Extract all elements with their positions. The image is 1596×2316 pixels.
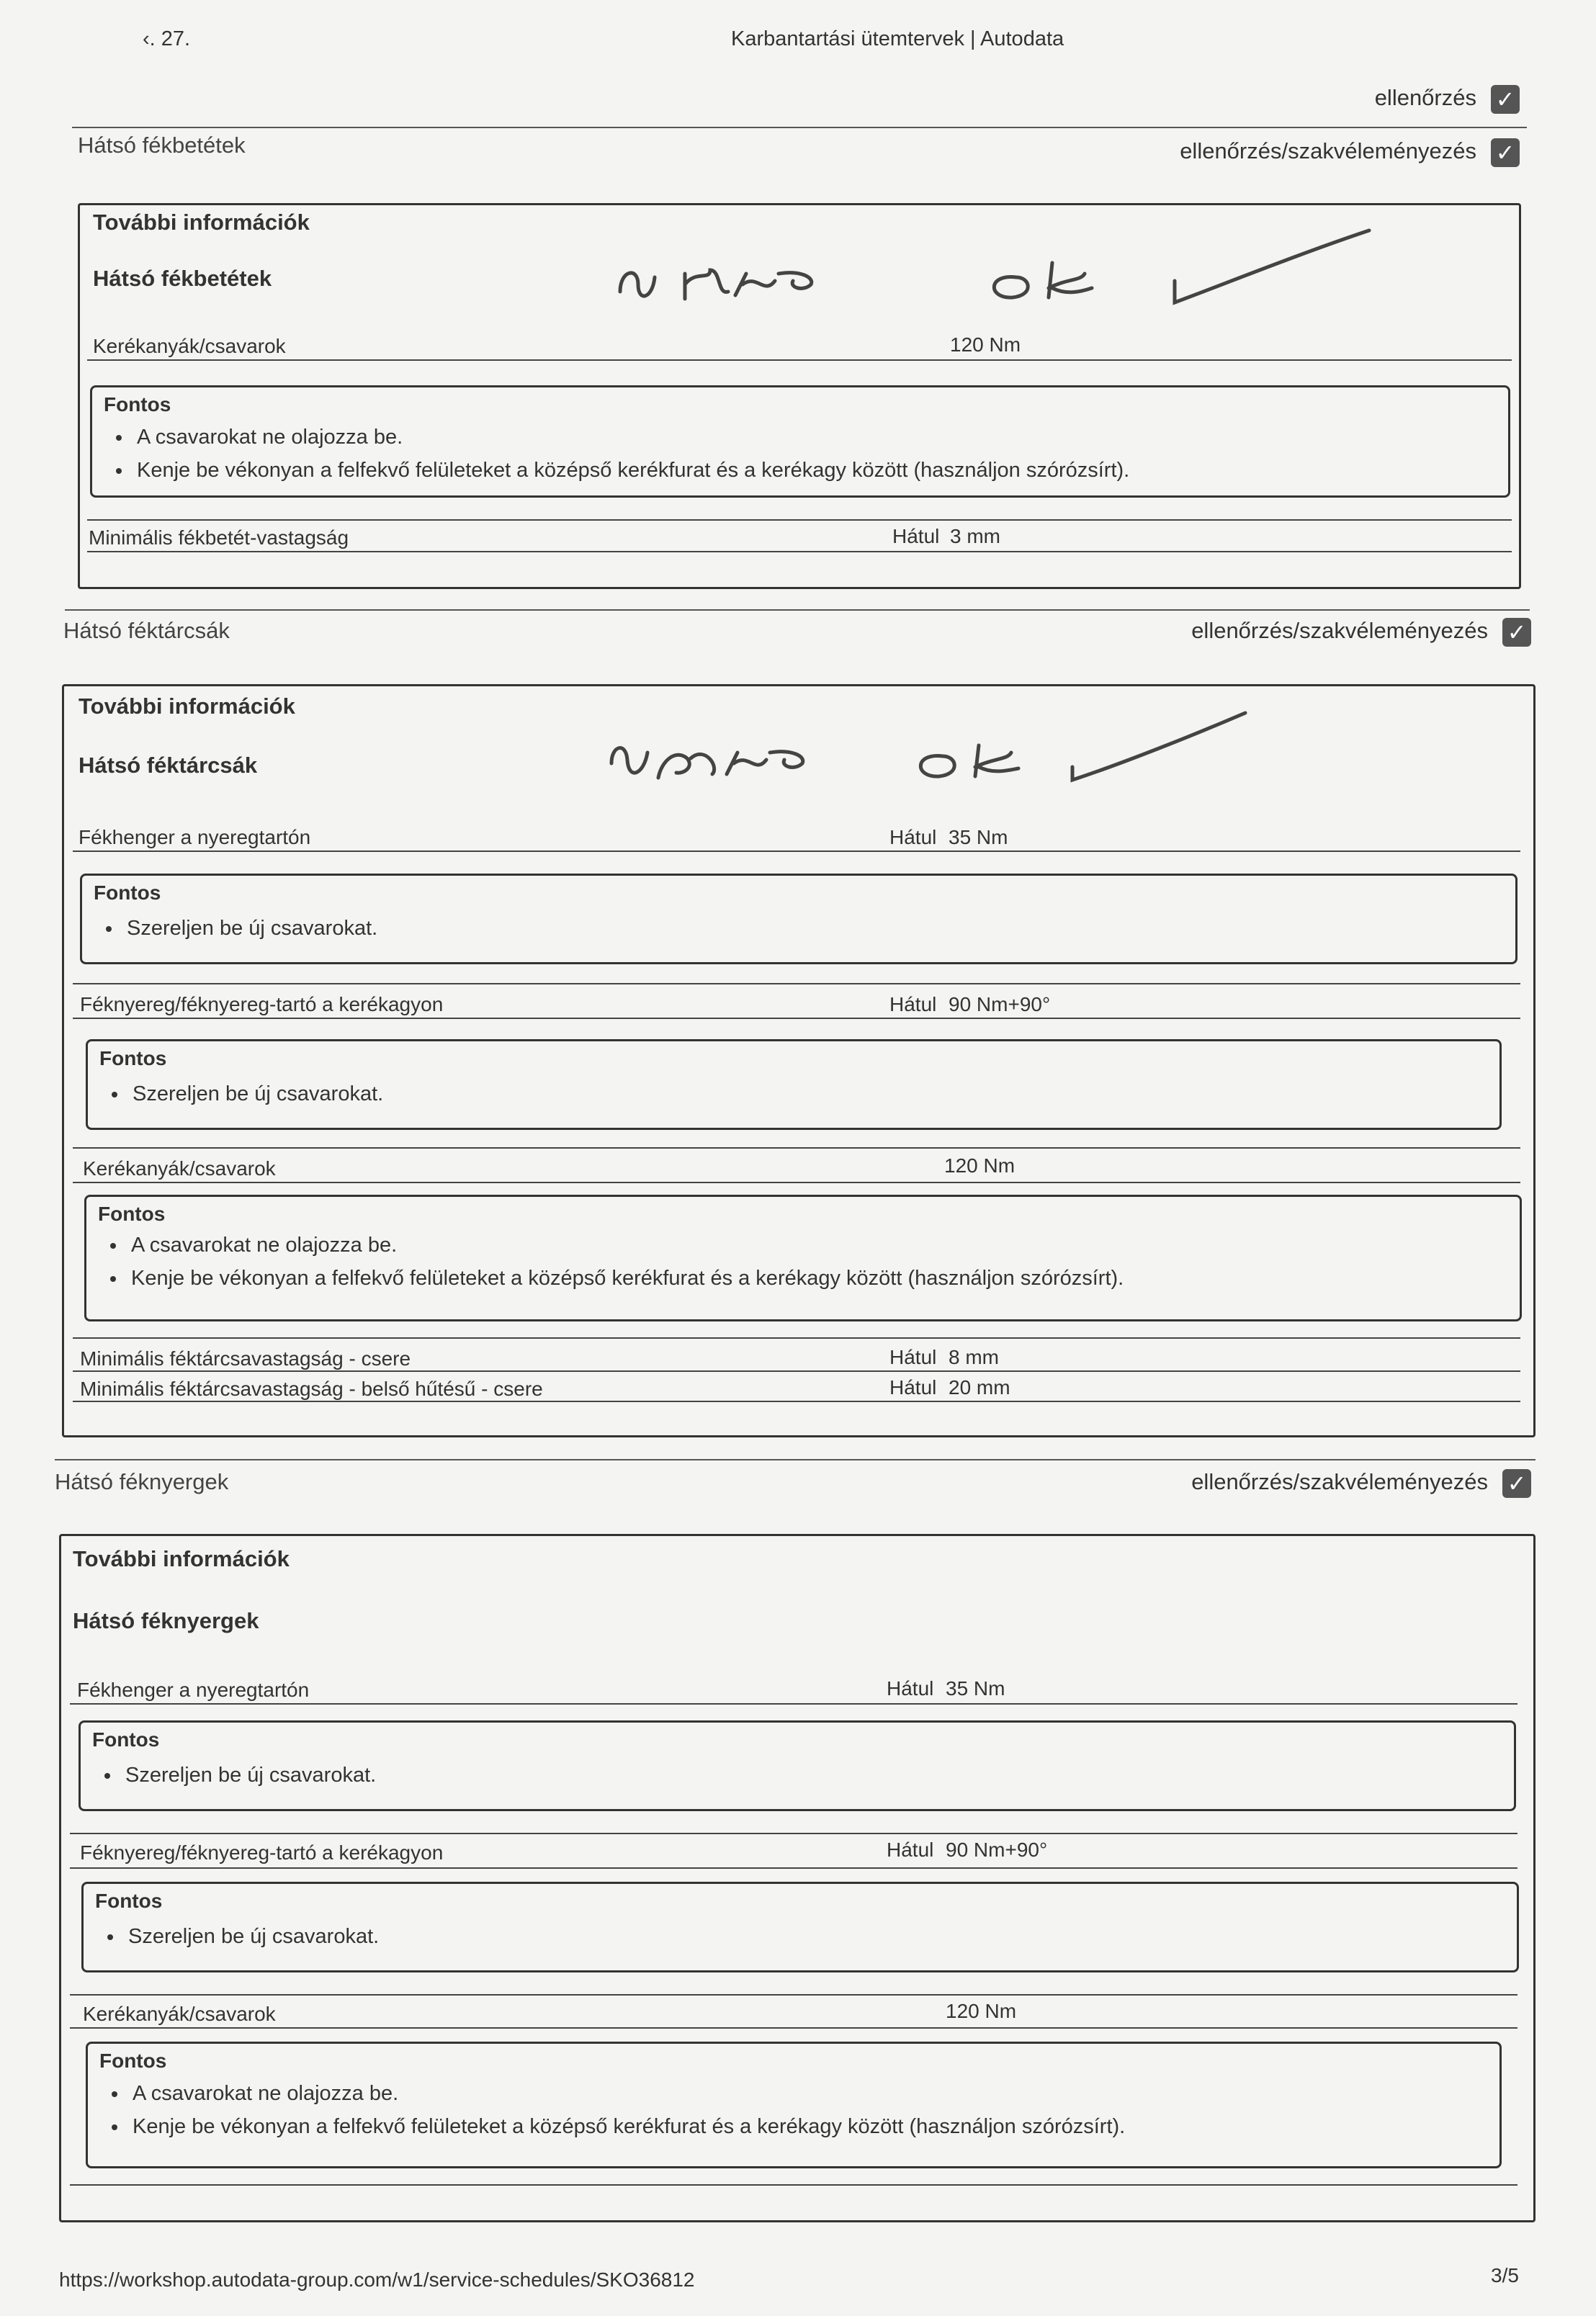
spec-label: Kerékanyák/csavarok <box>83 1157 276 1180</box>
spec-label: Kerékanyák/csavarok <box>93 335 286 357</box>
important-title: Fontos <box>95 1890 163 1912</box>
important-title: Fontos <box>99 1047 167 1069</box>
spec-position: Hátul <box>889 1376 937 1399</box>
checkbox-checked-icon: ✓ <box>1491 85 1520 114</box>
spec-value: 35 Nm <box>946 1677 1005 1700</box>
important-note-box <box>90 385 1510 498</box>
row-underline <box>70 1703 1517 1705</box>
page-title: Karbantartási ütemtervek | Autodata <box>731 27 1064 50</box>
check-review-status <box>1180 138 1520 167</box>
spec-label: Minimális fékbetét-vastagság <box>89 526 349 549</box>
section-title-rear-brake-pads: Hátsó fékbetétek <box>78 133 246 158</box>
section-title-rear-brake-calipers: Hátsó féknyergek <box>55 1469 229 1494</box>
spec-value: 20 mm <box>949 1376 1010 1399</box>
important-note-box <box>86 1039 1502 1130</box>
row-underline <box>73 850 1520 852</box>
spec-position: Hátul <box>889 993 937 1015</box>
row-underline <box>73 1337 1520 1339</box>
note-item: • Szereljen be új csavarokat. <box>128 1077 383 1110</box>
row-underline <box>70 2184 1517 2186</box>
checkbox-checked-icon: ✓ <box>1502 618 1531 647</box>
check-review-label: ellenőrzés/szakvéleményezés <box>1191 618 1488 644</box>
spec-label: Fékhenger a nyeregtartón <box>79 826 311 848</box>
note-item: • Szereljen be új csavarokat. <box>122 912 377 945</box>
row-underline <box>73 983 1520 984</box>
spec-value: 8 mm <box>949 1346 999 1368</box>
divider <box>72 127 1527 128</box>
note-item: • Kenje be vékonyan a felfekvő felületeket a középső kerékfurat és a kerékagy között (használjon szórózsírt). <box>128 2110 1125 2143</box>
spec-value: 90 Nm+90° <box>949 993 1051 1015</box>
page-number: ‹. 27. <box>143 27 191 50</box>
row-underline <box>70 1994 1517 1996</box>
more-info-box <box>59 1534 1536 2222</box>
more-info-box <box>62 684 1536 1437</box>
check-review-label: ellenőrzés/szakvéleményezés <box>1191 1469 1488 1495</box>
checkbox-checked-icon: ✓ <box>1491 138 1520 167</box>
spec-value: 3 mm <box>950 525 1000 547</box>
footer-url: https://workshop.autodata-group.com/w1/service-schedules/SKO36812 <box>59 2268 695 2291</box>
spec-label: Minimális féktárcsavastagság - belső hűtésű - csere <box>80 1378 543 1400</box>
important-title: Fontos <box>104 393 171 416</box>
more-info-title: További információk <box>93 210 310 235</box>
row-underline <box>73 1147 1520 1149</box>
row-underline <box>87 551 1512 552</box>
note-item: • Szereljen be új csavarokat. <box>124 1920 379 1953</box>
check-label: ellenőrzés <box>1374 85 1476 111</box>
check-status <box>1375 85 1520 114</box>
subsection-title: Hátsó fékbetétek <box>93 266 272 291</box>
check-review-label: ellenőrzés/szakvéleményezés <box>1180 138 1476 164</box>
subsection-title: Hátsó féktárcsák <box>79 753 258 778</box>
important-title: Fontos <box>99 2050 167 2072</box>
row-underline <box>73 1401 1520 1402</box>
spec-value: 120 Nm <box>950 333 1021 356</box>
checkbox-checked-icon: ✓ <box>1502 1469 1531 1498</box>
row-underline <box>70 1867 1517 1869</box>
spec-position: Hátul <box>889 1346 937 1368</box>
note-item: • Kenje be vékonyan a felfekvő felületeket a középső kerékfurat és a kerékagy között (használjon szórózsírt). <box>127 1262 1124 1295</box>
important-note-box <box>80 874 1517 964</box>
divider <box>65 609 1530 611</box>
check-review-status <box>1191 1469 1531 1498</box>
spec-label: Féknyereg/féknyereg-tartó a kerékagyon <box>80 1841 444 1864</box>
important-note-box <box>84 1195 1522 1321</box>
row-underline <box>87 359 1512 361</box>
spec-label: Minimális féktárcsavastagság - csere <box>80 1347 411 1370</box>
spec-label: Fékhenger a nyeregtartón <box>77 1679 310 1701</box>
footer-page-number: 3/5 <box>1491 2264 1519 2286</box>
important-note-box <box>81 1882 1519 1972</box>
more-info-title: További információk <box>73 1546 290 1571</box>
divider <box>55 1459 1536 1460</box>
important-note-box <box>86 2042 1502 2168</box>
note-item: • Szereljen be új csavarokat. <box>121 1759 376 1792</box>
handwritten-signature <box>613 212 1391 313</box>
row-underline <box>73 1018 1520 1019</box>
more-info-box <box>78 203 1521 589</box>
spec-value: 90 Nm+90° <box>946 1839 1048 1861</box>
section-title-rear-brake-discs: Hátsó féktárcsák <box>63 618 230 643</box>
row-underline <box>70 1833 1517 1834</box>
subsection-title: Hátsó féknyergek <box>73 1608 259 1633</box>
spec-position: Hátul <box>887 1839 934 1861</box>
note-item: • A csavarokat ne olajozza be. <box>127 1229 1124 1262</box>
spec-value: 35 Nm <box>949 826 1008 848</box>
handwritten-signature <box>604 702 1252 789</box>
note-item: • Kenje be vékonyan a felfekvő felületeket a középső kerékfurat és a kerékagy között (használjon szórózsírt). <box>133 454 1129 487</box>
spec-position: Hátul <box>887 1677 934 1700</box>
spec-label: Féknyereg/féknyereg-tartó a kerékagyon <box>80 993 444 1015</box>
spec-value: 120 Nm <box>946 2000 1017 2022</box>
note-item: • A csavarokat ne olajozza be. <box>133 421 1129 454</box>
spec-position: Hátul <box>889 826 937 848</box>
note-item: • A csavarokat ne olajozza be. <box>128 2077 1125 2110</box>
row-underline <box>73 1370 1520 1372</box>
important-title: Fontos <box>98 1203 166 1225</box>
important-title: Fontos <box>94 881 161 904</box>
row-underline <box>87 519 1512 521</box>
spec-value: 120 Nm <box>944 1154 1016 1177</box>
important-title: Fontos <box>92 1728 160 1751</box>
spec-position: Hátul <box>892 525 940 547</box>
row-underline <box>73 1182 1520 1183</box>
more-info-title: További információk <box>79 694 295 719</box>
row-underline <box>70 2027 1517 2029</box>
important-note-box <box>79 1720 1516 1811</box>
spec-label: Kerékanyák/csavarok <box>83 2003 276 2025</box>
check-review-status <box>1191 618 1531 647</box>
